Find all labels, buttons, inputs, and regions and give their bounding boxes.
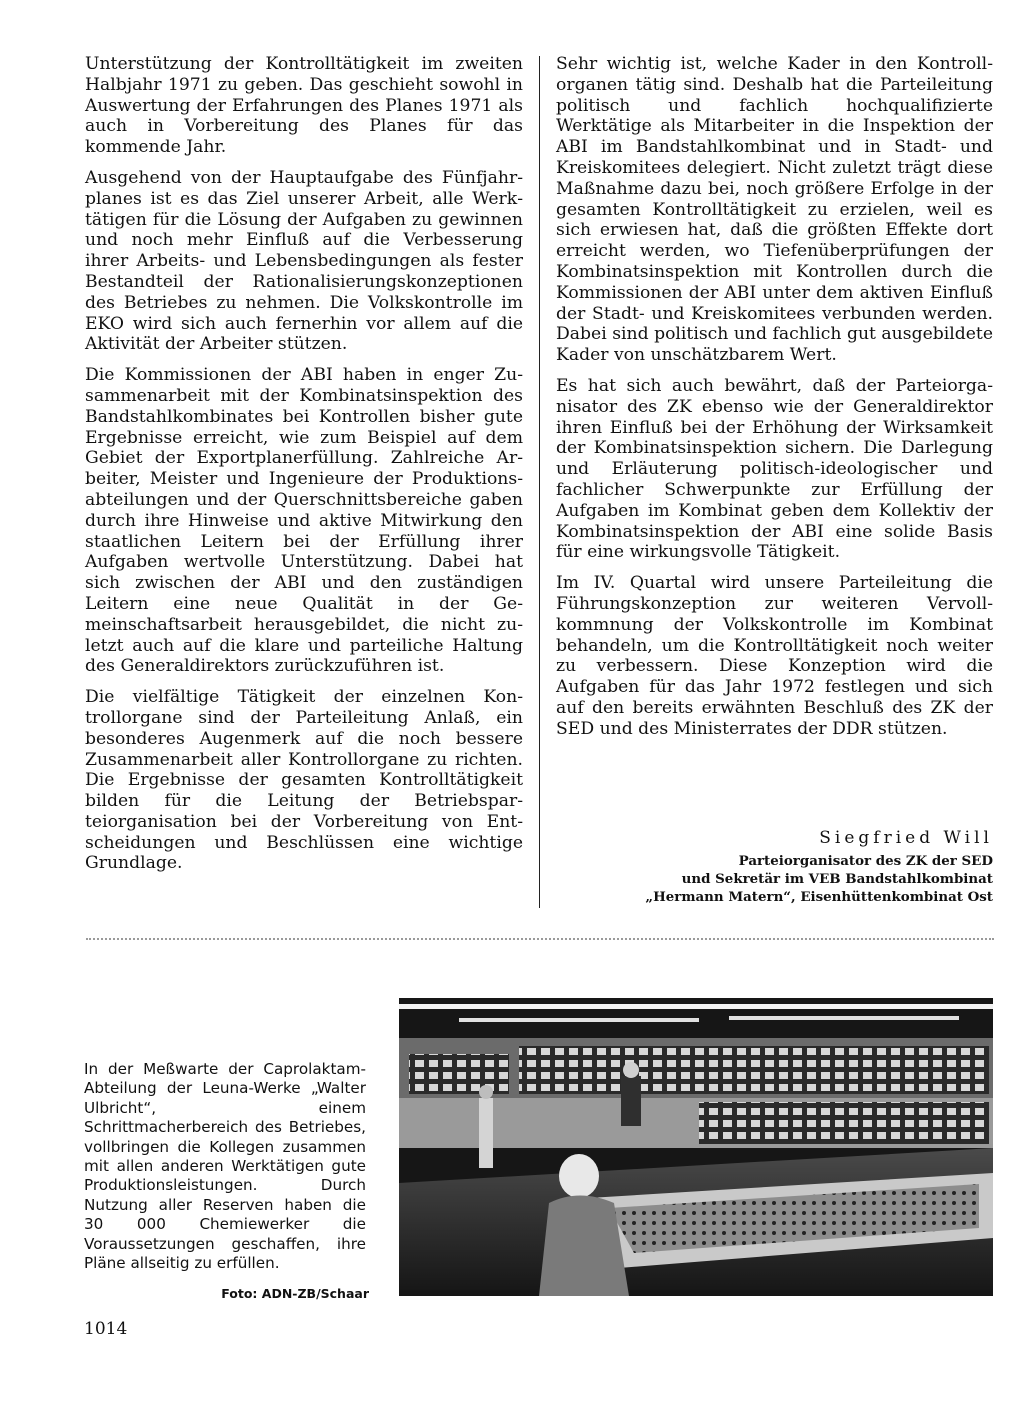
paragraph: Die vielfältige Tätigkeit der einzelnen Kontrollorgane sind der Parteileitung Anlaß, ein besonderes Augenmerk auf die noch bessere Zusammenarbeit aller Kontrollorgane zu richten. Die Ergebnisse der gesamten Kontrolltätigkeit bilden für die Leitung der Betriebsparteiorganisation bei der Vorbereitung von Entscheidungen und Beschlüssen eine wichtige Grundlage.: [85, 687, 523, 874]
paragraph: Unterstützung der Kontrolltätigkeit im zweiten Halbjahr 1971 zu geben. Das geschieht sowohl in Auswertung der Erfahrungen des Planes 1971 als auch in Vorbereitung des Planes für das kommende Jahr.: [85, 54, 523, 158]
page-number: 1014: [84, 1319, 128, 1339]
paragraph: Die Kommissionen der ABI haben in enger Zusammenarbeit mit der Kombinatsinspektion des Bandstahlkombinates bei Kontrollen bisher gute Ergebnisse erreicht, wie zum Beispiel auf dem Gebiet der Exportplanerfüllung. Zahlreiche Arbeiter, Meister und Ingenieure der Produktionsabteilungen und der Querschnittsbereiche gaben durch ihre Hinweise und aktive Mitwirkung den staatlichen Leitern bei der Erfüllung ihrer Aufgaben wertvolle Unterstützung. Dabei hat sich zwischen der ABI und den zuständigen Leitern eine neue Qualität in der Gemeinschaftsarbeit herausgebildet, die nicht zuletzt auch auf die klare und parteiliche Haltung des Generaldirektors zurückzuführen ist.: [85, 365, 523, 677]
article-column-right: [556, 54, 993, 750]
author-title: „Hermann Matern“, Eisenhüttenkombinat Ost: [645, 889, 993, 905]
author-name: Siegfried Will: [819, 828, 993, 848]
photo-credit: Foto: ADN-ZB/Schaar: [221, 1286, 369, 1301]
column-divider: [539, 56, 540, 908]
control-room-photo: [399, 998, 993, 1296]
article-column-left: [85, 54, 523, 884]
author-signature: [573, 828, 993, 906]
author-title: und Sekretär im VEB Bandstahlkombinat: [681, 871, 993, 887]
photo-caption: In der Meßwarte der Caprolaktam-Abteilung der Leuna-Werke „Walter Ulbricht“, einem Schrittmacherbereich des Betriebes, vollbringen die Kollegen zusammen mit allen anderen Werktätigen gute Produktionsleistungen. Durch Nutzung aller Reserven haben die 30 000 Chemiewerker die Voraussetzungen geschaffen, ihre Pläne allseitig zu erfüllen.: [84, 1060, 366, 1273]
section-divider: [86, 938, 994, 940]
author-title: Parteiorganisator des ZK der SED: [738, 853, 993, 869]
paragraph: Im IV. Quartal wird unsere Parteileitung die Führungskonzeption zur weiteren Vervollkommnung der Volkskontrolle im Kombinat behandeln, um die Kontrolltätigkeit noch weiter zu verbessern. Diese Konzeption wird die Aufgaben für das Jahr 1972 festlegen und sich auf den bereits erwähnten Beschluß des ZK der SED und des Ministerrates der DDR stützen.: [556, 573, 993, 739]
paragraph: Sehr wichtig ist, welche Kader in den Kontrollorganen tätig sind. Deshalb hat die Parteileitung politisch und fachlich hochqualifizierte Werktätige als Mitarbeiter in die Inspektion der ABI im Bandstahlkombinat und in Stadt- und Kreiskomitees delegiert. Nicht zuletzt trägt diese Maßnahme dazu bei, noch größere Erfolge in der gesamten Kontrolltätigkeit zu erzielen, weil es sich erwiesen hat, daß die größten Effekte dort erreicht werden, wo Tiefenüberprüfungen der Kombinatsinspektion mit Kontrollen durch die Kommissionen der ABI unter dem aktiven Einfluß der Stadt- und Kreiskomitees verbunden werden. Dabei sind politisch und fachlich gut ausgebildete Kader von unschätzbarem Wert.: [556, 54, 993, 366]
paragraph: Ausgehend von der Hauptaufgabe des Fünfjahrplanes ist es das Ziel unserer Arbeit, alle Werktätigen für die Lösung der Aufgaben zu gewinnen und noch mehr Einfluß auf die Verbesserung ihrer Arbeits- und Lebensbedingungen als fester Bestandteil der Rationalisierungskonzeptionen des Betriebes zu nehmen. Die Volkskontrolle im EKO wird sich auch fernerhin vor allem auf die Aktivität der Arbeiter stützen.: [85, 167, 523, 355]
photo-illustration: [399, 998, 993, 1296]
paragraph: Es hat sich auch bewährt, daß der Parteiorganisator des ZK ebenso wie der Generaldirektor ihren Einfluß bei der Erhöhung der Wirksamkeit der Kombinatsinspektion sichern. Die Darlegung und Erläuterung politisch-ideologischer und fachlicher Schwerpunkte zur Erfüllung der Aufgaben im Kombinat geben dem Kollektiv der Kombinatsinspektion der ABI eine solide Basis für eine wirkungsvolle Tätigkeit.: [556, 375, 993, 563]
